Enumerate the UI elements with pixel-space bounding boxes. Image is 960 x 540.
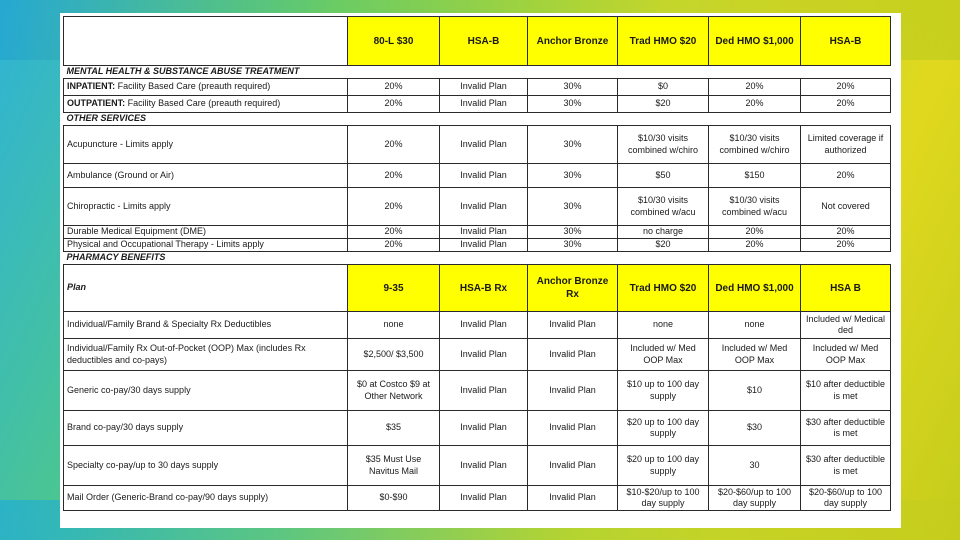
table-cell: 20%	[348, 164, 440, 188]
table-cell: Invalid Plan	[440, 126, 528, 164]
section-row	[64, 252, 891, 265]
table-row	[64, 486, 891, 511]
table-cell: Limited coverage if authorized	[801, 126, 891, 164]
table-cell: 30%	[528, 96, 618, 113]
medical-header-row	[64, 17, 891, 66]
table-cell: $10/30 visits combined w/chiro	[618, 126, 709, 164]
pharmacy-header-cell: Trad HMO $20	[618, 265, 709, 312]
table-cell: 20%	[348, 226, 440, 239]
section-title-other-services: OTHER SERVICES	[64, 113, 891, 126]
row-label-rest: Facility Based Care (preauth required)	[115, 81, 271, 92]
row-label-bold: OUTPATIENT:	[67, 98, 126, 109]
table-cell: Invalid Plan	[528, 446, 618, 486]
table-cell: $10/30 visits combined w/acu	[618, 188, 709, 226]
row-label	[64, 79, 348, 96]
table-cell: 20%	[709, 226, 801, 239]
table-row	[64, 446, 891, 486]
table-cell: Included w/ Med OOP Max	[801, 339, 891, 371]
table-cell: $20 up to 100 day supply	[618, 446, 709, 486]
row-label: Acupuncture - Limits apply	[64, 126, 348, 164]
table-cell: Not covered	[801, 188, 891, 226]
medical-header-cell: HSA-B	[801, 17, 891, 66]
section-row	[64, 113, 891, 126]
table-cell: 30%	[528, 188, 618, 226]
table-cell: Invalid Plan	[528, 312, 618, 339]
table-cell: 20%	[709, 96, 801, 113]
table-cell: $10	[709, 371, 801, 411]
table-cell: $20 up to 100 day supply	[618, 411, 709, 446]
table-cell: Invalid Plan	[528, 411, 618, 446]
row-label: Brand co-pay/30 days supply	[64, 411, 348, 446]
table-cell: $20	[618, 239, 709, 252]
table-cell: 20%	[801, 226, 891, 239]
table-cell: none	[618, 312, 709, 339]
row-label: Durable Medical Equipment (DME)	[64, 226, 348, 239]
table-cell: $35	[348, 411, 440, 446]
table-cell: 20%	[709, 79, 801, 96]
table-cell: 20%	[801, 96, 891, 113]
plan-label: Plan	[64, 265, 348, 312]
table-cell: $10/30 visits combined w/chiro	[709, 126, 801, 164]
row-label: Specialty co-pay/up to 30 days supply	[64, 446, 348, 486]
benefits-sheet	[60, 13, 901, 528]
table-cell: 30	[709, 446, 801, 486]
table-row	[64, 371, 891, 411]
header-blank-cell	[64, 17, 348, 66]
table-row	[64, 239, 891, 252]
table-cell: 20%	[801, 79, 891, 96]
pharmacy-header-row	[64, 265, 891, 312]
row-label: Chiropractic - Limits apply	[64, 188, 348, 226]
table-cell: $10-$20/up to 100 day supply	[618, 486, 709, 511]
table-cell: $20-$60/up to 100 day supply	[709, 486, 801, 511]
pharmacy-header-cell: 9-35	[348, 265, 440, 312]
medical-header-cell: HSA-B	[440, 17, 528, 66]
table-cell: 20%	[348, 126, 440, 164]
table-cell: Invalid Plan	[440, 339, 528, 371]
row-label: Individual/Family Rx Out-of-Pocket (OOP) Max (includes Rx deductibles and co-pays)	[64, 339, 348, 371]
section-title-pharmacy: PHARMACY BENEFITS	[64, 252, 891, 265]
table-row	[64, 411, 891, 446]
table-cell: Invalid Plan	[440, 312, 528, 339]
table-cell: 20%	[709, 239, 801, 252]
table-cell: Invalid Plan	[440, 226, 528, 239]
table-cell: 20%	[801, 164, 891, 188]
table-cell: Invalid Plan	[440, 411, 528, 446]
row-label: Individual/Family Brand & Specialty Rx Deductibles	[64, 312, 348, 339]
table-cell: $150	[709, 164, 801, 188]
table-cell: $35 Must Use Navitus Mail	[348, 446, 440, 486]
table-cell: 20%	[348, 239, 440, 252]
table-cell: $30	[709, 411, 801, 446]
table-cell: $2,500/ $3,500	[348, 339, 440, 371]
row-label	[64, 96, 348, 113]
table-cell: Invalid Plan	[440, 164, 528, 188]
row-label-rest: Facility Based Care (preauth required)	[125, 98, 281, 109]
row-label: Mail Order (Generic-Brand co-pay/90 days supply)	[64, 486, 348, 511]
table-cell: Included w/ Medical ded	[801, 312, 891, 339]
table-row	[64, 226, 891, 239]
table-cell: 30%	[528, 239, 618, 252]
row-label: Ambulance (Ground or Air)	[64, 164, 348, 188]
section-title-mental-health: MENTAL HEALTH & SUBSTANCE ABUSE TREATMENT	[64, 66, 891, 79]
table-row	[64, 312, 891, 339]
table-row	[64, 79, 891, 96]
table-cell: Invalid Plan	[528, 371, 618, 411]
table-cell: $50	[618, 164, 709, 188]
table-cell: $10 up to 100 day supply	[618, 371, 709, 411]
table-cell: 20%	[348, 79, 440, 96]
table-cell: Included w/ Med OOP Max	[709, 339, 801, 371]
table-cell: 30%	[528, 79, 618, 96]
table-cell: $20	[618, 96, 709, 113]
table-cell: 30%	[528, 226, 618, 239]
table-row	[64, 96, 891, 113]
table-cell: none	[709, 312, 801, 339]
table-cell: Invalid Plan	[440, 96, 528, 113]
table-cell: $20-$60/up to 100 day supply	[801, 486, 891, 511]
table-row	[64, 126, 891, 164]
table-row	[64, 164, 891, 188]
table-cell: Invalid Plan	[440, 239, 528, 252]
table-cell: $10/30 visits combined w/acu	[709, 188, 801, 226]
table-cell: $30 after deductible is met	[801, 411, 891, 446]
table-cell: none	[348, 312, 440, 339]
table-cell: Invalid Plan	[440, 188, 528, 226]
row-label: Physical and Occupational Therapy - Limits apply	[64, 239, 348, 252]
table-cell: $0-$90	[348, 486, 440, 511]
table-cell: Included w/ Med OOP Max	[618, 339, 709, 371]
medical-header-cell: Trad HMO $20	[618, 17, 709, 66]
table-cell: Invalid Plan	[440, 486, 528, 511]
table-cell: Invalid Plan	[440, 446, 528, 486]
benefits-table	[63, 16, 891, 511]
table-cell: Invalid Plan	[440, 79, 528, 96]
row-label-bold: INPATIENT:	[67, 81, 116, 92]
table-cell: 30%	[528, 164, 618, 188]
table-cell: $0 at Costco $9 at Other Network	[348, 371, 440, 411]
table-cell: Invalid Plan	[440, 371, 528, 411]
table-cell: no charge	[618, 226, 709, 239]
medical-header-cell: 80-L $30	[348, 17, 440, 66]
section-row	[64, 66, 891, 79]
table-cell: 20%	[348, 188, 440, 226]
medical-header-cell: Anchor Bronze	[528, 17, 618, 66]
table-cell: $0	[618, 79, 709, 96]
pharmacy-header-cell: Ded HMO $1,000	[709, 265, 801, 312]
table-cell: 20%	[348, 96, 440, 113]
table-cell: 20%	[801, 239, 891, 252]
table-cell: Invalid Plan	[528, 486, 618, 511]
pharmacy-header-cell: HSA-B Rx	[440, 265, 528, 312]
pharmacy-header-cell: Anchor Bronze Rx	[528, 265, 618, 312]
table-cell: $10 after deductible is met	[801, 371, 891, 411]
table-row	[64, 339, 891, 371]
table-cell: Invalid Plan	[528, 339, 618, 371]
row-label: Generic co-pay/30 days supply	[64, 371, 348, 411]
table-cell: 30%	[528, 126, 618, 164]
table-row	[64, 188, 891, 226]
medical-header-cell: Ded HMO $1,000	[709, 17, 801, 66]
table-cell: $30 after deductible is met	[801, 446, 891, 486]
pharmacy-header-cell: HSA B	[801, 265, 891, 312]
